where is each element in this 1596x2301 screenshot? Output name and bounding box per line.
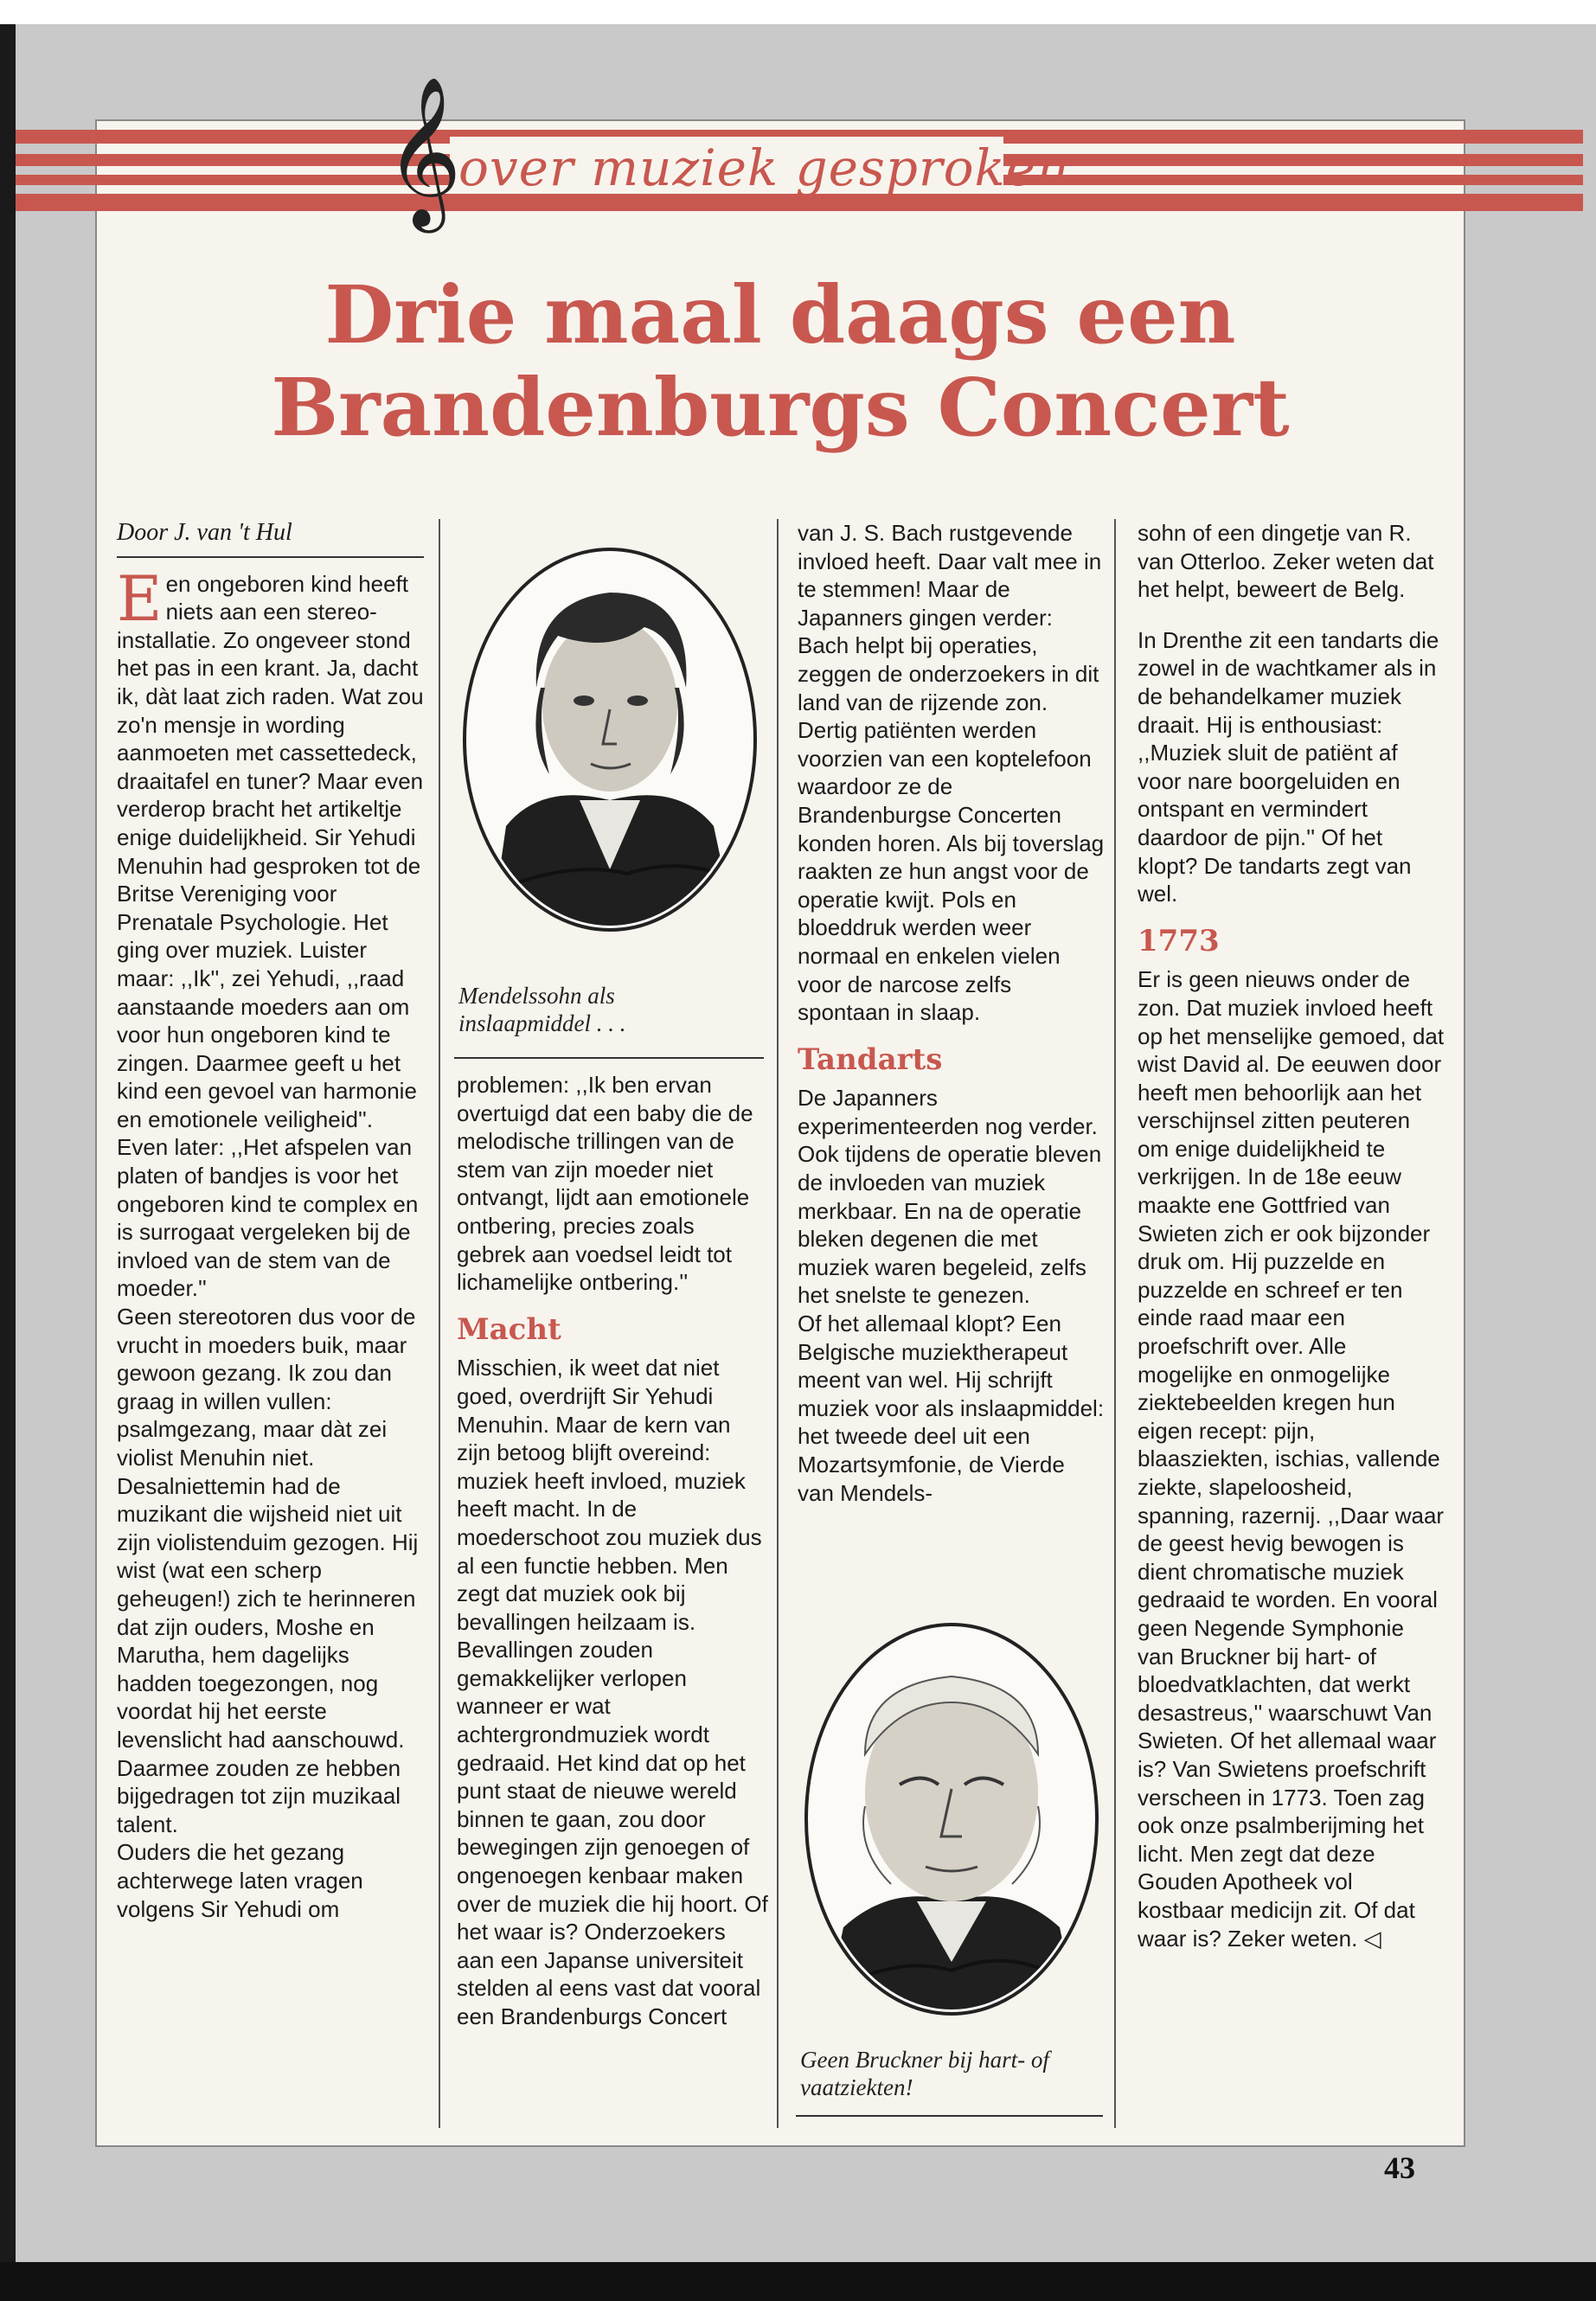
subhead-1773: 1773 bbox=[1138, 923, 1220, 958]
column-divider bbox=[777, 519, 779, 2128]
masthead-title: over muziek gesproken bbox=[458, 138, 1070, 197]
byline: Door J. van 't Hul bbox=[117, 519, 424, 558]
subhead-tandarts: Tandarts bbox=[798, 1042, 943, 1077]
caption-rule bbox=[454, 1057, 764, 1059]
column-divider bbox=[439, 519, 440, 2128]
drop-cap: E bbox=[117, 561, 163, 635]
article-title-line2: Brandenburgs Concert bbox=[271, 361, 1290, 454]
paragraph: De Japanners experimenteerden nog verder. Ook tijdens de operatie bleven de invloeden van muziek merkbaar. En na de operatie bleken degenen die met muziek waren begeleid, zelfs het snelste te genezen. bbox=[798, 1085, 1102, 1309]
article-title-line1: Drie maal daags een bbox=[324, 268, 1236, 362]
caption-rule bbox=[796, 2115, 1103, 2117]
paragraph: problemen: ,,Ik ben ervan overtuigd dat een baby die de melodische trillingen van de stem van zijn moeder niet ontvangt, lijdt aan emotionele ontbering, precies zoals gebrek aan voedsel leidt tot lichamelijke ontbering.'' bbox=[457, 1072, 753, 1296]
scan-bottom-edge bbox=[0, 2262, 1596, 2301]
treble-clef-icon: 𝄞 bbox=[385, 76, 462, 227]
subhead-macht: Macht bbox=[457, 1311, 561, 1347]
lead-paragraph bbox=[117, 561, 424, 1303]
portrait-caption-mendelssohn: Mendelssohn als inslaapmiddel . . . bbox=[458, 983, 626, 1036]
paragraph: van J. S. Bach rustgevende invloed heeft. Daar valt mee in te stemmen! Maar de Japanners gingen verder: Bach helpt bij operaties, zeggen de onderzoekers in dit land van de rijzende zon. Dertig patiënten werden voorzien van een koptelefoon waardoor ze de Brandenburgse Concerten konden horen. Als bij toverslag raakten ze hun angst voor de operatie kwijt. Pols en bloeddruk werden weer normaal en enkelen vielen voor de narcose zelfs spontaan in slaap. bbox=[798, 520, 1105, 1026]
paragraph: Ouders die het gezang achterwege laten vragen volgens Sir Yehudi om bbox=[117, 1839, 363, 1922]
paragraph: Misschien, ik weet dat niet goed, overdrijft Sir Yehudi Menuhin. Maar de kern van zijn betoog blijft overeind: muziek heeft invloed, muziek heeft macht. In de moederschoot zou muziek dus al een functie hebben. Men zegt dat muziek ook bij bevallingen heilzaam is. Bevallingen zouden gemakkelijker verlopen wanneer er wat achtergrondmuziek wordt gedraaid. Het kind dat op het punt staat de nieuwe wereld binnen te gaan, zou door bewegingen zijn genoegen of ongenoegen kenbaar maken over de muziek die hij hoort. Of het waar is? Onderzoekers aan een Japanse universiteit stelden al eens vast dat vooral een Brandenburgs Concert bbox=[457, 1355, 768, 2029]
page-number: 43 bbox=[1384, 2150, 1415, 2185]
mendelssohn-portrait bbox=[454, 541, 766, 951]
paragraph: sohn of een dingetje van R. van Otterloo. Zeker weten dat het helpt, beweert de Belg. bbox=[1138, 520, 1434, 603]
paragraph-text: Er is geen nieuws onder de zon. Dat muziek invloed heeft op het menselijke gemoed, dat wist David al. De eeuwen door heeft men behoorlijk aan het verschijnsel zitten peuteren om enige duidelijkheid te verkrijgen. In de 18e eeuw maakte ene Gottfried van Swieten zich er ook bijzonder druk om. Hij puzzelde en puzzelde en schreef er ten einde raad maar een proefschrift over. Alle mogelijke en onmogelijke ziektebeelden kregen hun eigen recept: pijn, blaasziekten, ischias, vallende ziekte, slapeloosheid, spanning, razernij. ,,Daar waar de geest hevig bewogen is dient chromatische muziek gedraaid te worden. En vooral geen Negende Symphonie van Bruckner bij hart- of bloedvatklachten, dat werkt desastreus,'' waarschuwt Van Swieten. Of het allemaal waar is? Van Swietens proefschrift verscheen in 1773. Toen zag ook onze psalmberijming het licht. Men zegt dat deze Gouden Apotheek vol kostbaar medicijn zit. Of dat waar is? Zeker weten. bbox=[1138, 966, 1445, 1952]
end-mark-icon: ◁ bbox=[1363, 1925, 1381, 1952]
scan-left-edge bbox=[0, 24, 16, 2273]
article-column-4 bbox=[1138, 519, 1445, 1952]
bruckner-portrait bbox=[796, 1616, 1107, 2035]
article-column-3 bbox=[798, 519, 1105, 1507]
paragraph: Of het allemaal klopt? Een Belgische muziektherapeut meent van wel. Hij schrijft muziek voor als inslaapmiddel: het tweede deel uit een Mozartsymfonie, de Vierde van Mendels- bbox=[798, 1311, 1105, 1506]
article-column-2 bbox=[457, 1071, 768, 2031]
article-column-1 bbox=[117, 519, 424, 1923]
paragraph: en ongeboren kind heeft niets aan een stereo-installatie. Zo ongeveer stond het pas in een krant. Ja, dacht ik, dàt laat zich raden. Wat zou zo'n mensje in wording aanmoeten met cassettedeck, draaitafel en tuner? Maar even verderop bracht het artikeltje enige duidelijkheid. Sir Yehudi Menuhin had gesproken tot de Britse Vereniging voor Prenatale Psychologie. Het ging over muziek. Luister maar: ,,Ik'', zei Yehudi, ,,raad aanstaande moeders aan om voor hun ongeboren kind te zingen. Daarmee geeft u het kind een gevoel van harmonie en emotionele veiligheid''. Even later: ,,Het afspelen van platen of bandjes is voor het ongeboren kind te complex en is surrogaat vergeleken bij de invloed van de stem van de moeder.'' bbox=[117, 570, 424, 1302]
paragraph-final bbox=[1138, 965, 1445, 1952]
portrait-caption-bruckner: Geen Bruckner bij hart- of vaatziekten! bbox=[800, 2047, 1049, 2100]
paragraph: In Drenthe zit een tandarts die zowel in de wachtkamer als in de behandelkamer muziek draait. Hij is enthousiast: ,,Muziek sluit de patiënt af voor nare boorgeluiden en ontspant en vermindert daardoor de pijn.'' Of het klopt? De tandarts zegt van wel. bbox=[1138, 626, 1439, 907]
column-divider bbox=[1114, 519, 1116, 2128]
paragraph: Geen stereotoren dus voor de vrucht in moeders buik, maar gewoon gezang. Ik zou dan graag in willen vullen: psalmgezang, maar dàt zei violist Menuhin niet. Desalniettemin had de muzikant die wijsheid niet uit zijn violistenduim gezogen. Hij wist (wat een scherp geheugen!) zich te herinneren dat zijn ouders, Moshe en Marutha, hem dagelijks hadden toegezongen, nog voordat hij het eerste levenslicht had aanschouwd. Daarmee zouden ze hebben bijgedragen tot zijn muzikaal talent. bbox=[117, 1304, 419, 1837]
